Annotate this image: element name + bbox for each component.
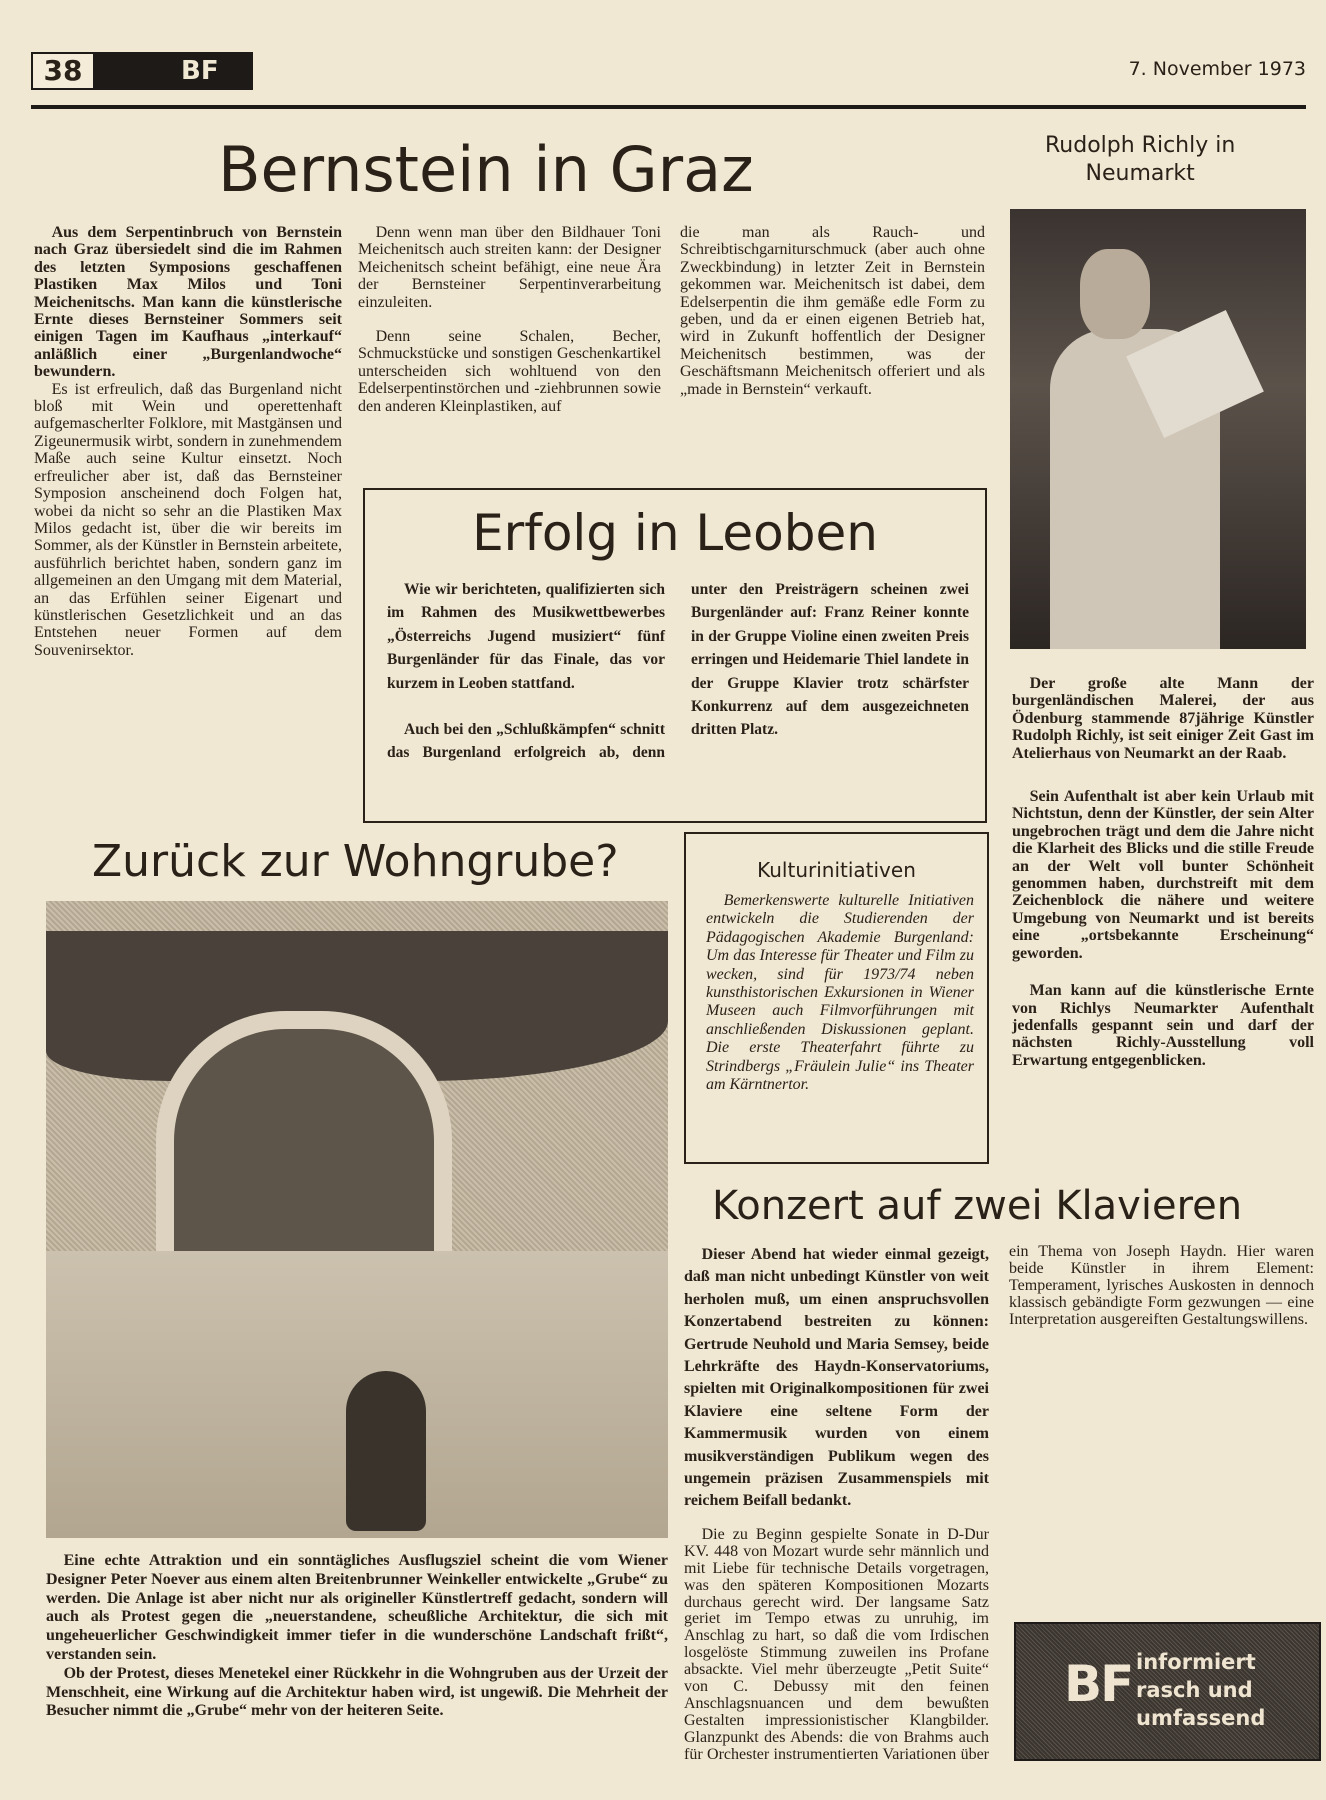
- grube-caption: [46, 1552, 668, 1721]
- body-paragraph: Wie wir berichteten, qualifizierten sich im Rahmen des Musikwettbewerbes „Österreichs Jugend musiziert“ fünf Burgenländer für das Finale, das vor kurzem in Leoben stattfand.: [387, 581, 665, 692]
- richly-text: [1012, 675, 1314, 1069]
- headline-leoben: Erfolg in Leoben: [472, 504, 878, 562]
- photo-people: [346, 1371, 426, 1531]
- lead-paragraph: Aus dem Serpentinbruch von Bernstein nach Graz übersiedelt sind die im Rahmen des letzten Symposions geschaffenen Plastiken Max Milos und Toni Meichenitschs. Man kann die künstlerische Ernte dieses Bernsteiner Sommers seit einigen Tagen im Kaufhaus „interkauf“ anläßlich einer „Burgenlandwoche“ bewundern.: [34, 224, 342, 381]
- photo-figure-head: [1080, 249, 1150, 339]
- brand-label: BF: [181, 56, 219, 86]
- bf-ad: [1014, 1622, 1321, 1761]
- headline-bernstein: Bernstein in Graz: [218, 133, 754, 206]
- kultur-box: [684, 832, 989, 1164]
- page-header: [31, 52, 253, 90]
- leoben-columns: [387, 578, 969, 765]
- body-paragraph: Man kann auf die künstlerische Ernte von Richlys Neumarkter Aufenthalt jedenfalls gespannt sein und darf der nächsten Richly-Ausstellung voll Erwartung entgegenblicken.: [1012, 982, 1314, 1069]
- body-paragraph: Bemerkenswerte kulturelle Initiativen entwickeln die Studierenden der Pädagogischen Akademie Burgenland: Um das Interesse für Theater und Film zu wecken, sind für 1973/74 neben kunsthistorischen Exkursionen in Wiener Museen auch Filmvorführungen mit anschließenden Diskussionen geplant. Die erste Theaterfahrt führte zu Strindbergs „Fräulein Julie“ ins Theater am Kärntnertor.: [706, 892, 974, 1094]
- ad-slogan: [1136, 1648, 1265, 1732]
- body-paragraph: Denn wenn man über den Bildhauer Toni Meichenitsch auch streiten kann: der Designer Meichenitsch scheint befähigt, eine neue Ära der Bernsteiner Serpentinverarbeitung einzuleiten.: [358, 224, 661, 311]
- col-3: [680, 224, 985, 398]
- page-number: 38: [31, 52, 95, 90]
- grube-photo: [46, 901, 668, 1538]
- headline-wohngrube: Zurück zur Wohngrube?: [92, 836, 619, 887]
- body-paragraph: Auch bei den „Schlußkämpfen“ schnitt das Burgenland erfolgreich ab, denn unter den Preisträgern scheinen zwei Burgenländer auf: Franz Reiner konnte in der Gruppe Violine einen zweiten Preis erringen und Heidemarie Thiel landete in der Gruppe Klavier trotz schärfster Konkurrenz auf dem ausgezeichneten dritten Platz.: [387, 581, 969, 762]
- issue-date: 7. November 1973: [1128, 58, 1306, 80]
- col-2: [358, 224, 661, 415]
- byline-line-1: Rudolph Richly in: [1045, 133, 1236, 158]
- ad-line-3: umfassend: [1136, 1706, 1266, 1730]
- body-paragraph: Ob der Protest, dieses Menetekel einer Rückkehr in die Wohngruben aus der Urzeit der Menschheit, eine Wirkung auf die Architektur haben wird, ist ungewiß. Die Mehrheit der Besucher nimmt die „Grube“ mehr von der heiteren Seite.: [46, 1664, 668, 1720]
- body-paragraph: die man als Rauch- und Schreibtischgarniturschmuck (aber auch ohne Zweckbindung) in letzter Zeit in Bernstein gekommen war. Meichenitsch ist dabei, dem Edelserpentin die ihm gemäße edle Form zu geben, und da er einen eigenen Betrieb hat, wird in Zukunft hoffentlich der Designer Meichenitsch bestimmen, was der Geschäftsmann Meichenitsch offeriert und als „made in Bernstein“ verkauft.: [680, 224, 985, 398]
- photo-caption: Der große alte Mann der burgenländischen Malerei, der aus Ödenburg stammende 87jährige Künstler Rudolph Richly, ist seit einiger Zeit Gast im Atelierhaus von Neumarkt an der Raab.: [1012, 675, 1314, 762]
- body-paragraph: Eine echte Attraktion und ein sonntägliches Ausflugsziel scheint die vom Wiener Designer Peter Noever aus einem alten Breitenbrunner Weinkeller entwickelte „Grube“ zu werden. Die Anlage ist aber nicht nur als origineller Künstlertreff gedacht, sondern will auch als Protest gegen die „neuerstandene, scheußliche Architektur, die sich mit ungeheuerlicher Geschwindigkeit immer tiefer in die wunderschöne Landschaft frißt“, verstanden sein.: [46, 1552, 668, 1663]
- richly-photo: [1010, 209, 1306, 649]
- byline: [1045, 132, 1235, 188]
- col-1: [34, 224, 342, 659]
- ad-line-1: informiert: [1136, 1650, 1256, 1674]
- headline-kultur: Kulturinitiativen: [757, 858, 916, 882]
- photo-arch: [156, 1011, 452, 1259]
- body-paragraph: Denn seine Schalen, Becher, Schmuckstücke und sonstigen Geschenkartikel unterscheiden sich wohltuend von den Edelserpentinstörchen und -ziehbrunnen sowie den anderen Kleinplastiken, auf: [358, 328, 661, 415]
- body-paragraph: Die zu Beginn gespielte Sonate in D-Dur KV. 448 von Mozart wurde sehr männlich und mit Liebe für technische Details vorgetragen, was den späteren Kompositionen Mozarts durchaus gerecht wird. Der langsame Satz geriet im Tempo etwas zu unruhig, im Anschlag zu hart, so daß die vom Irdischen losgelöste Stimmung zuweilen ins Profane absackte. Viel mehr überzeugte „Petit Suite“ von C. Debussy mit den feinen Anschlagsnuancen und dem bewußten Gestalten impressionistischer Klangbilder. Glanzpunkt des Abends: die von Brahms auch für Orchester instrumentierten Variationen über ein Thema von Joseph Haydn. Hier waren beide Künstler in ihrem Element: Temperament, lyrisches Auskosten in dennoch klassisch gebändigte Form gezwungen — eine Interpretation ausgereiften Gestaltungswillens.: [684, 1243, 1314, 1763]
- leoben-box: [363, 488, 987, 823]
- byline-line-2: Neumarkt: [1085, 161, 1195, 186]
- body-paragraph: Sein Aufenthalt ist aber kein Urlaub mit Nichtstun, denn der Künstler, der sein Alter ungebrochen trägt und dem die Jahre nicht die Klarheit des Blicks und die stille Freude an der Welt voll bunter Schönheit genommen haben, durchstreift mit dem Zeichenblock die nähere und weitere Umgebung von Neumarkt und ist bereits eine „ortsbekannte Erscheinung“ geworden.: [1012, 788, 1314, 962]
- body-paragraph: Dieser Abend hat wieder einmal gezeigt, daß man nicht unbedingt Künstler von weit herholen muß, um einen anspruchsvollen Konzertabend bestreiten zu können: Gertrude Neuhold und Maria Semsey, beide Lehrkräfte des Haydn-Konservatoriums, spielten mit Originalkompositionen für zwei Klaviere eine seltene Form der Kammermusik wurden von einem musikverständigen Publikum wegen des ungemein präzisen Zusammenspiels mit reichem Beifall bedankt.: [684, 1246, 989, 1510]
- headline-konzert: Konzert auf zwei Klavieren: [712, 1183, 1243, 1229]
- body-paragraph: Es ist erfreulich, daß das Burgenland nicht bloß mit Wein und operettenhaft aufgemascherlter Folklore, mit Mastgänsen und Zigeunermusik wirbt, sondern in zunehmendem Maße auch seine Kultur einsetzt. Noch erfreulicher aber ist, daß das Bernsteiner Symposion anscheinend doch Folgen hat, wobei da nicht so sehr an die Plastiken Max Milos gedacht ist, über die wir bereits im Sommer, als der Künstler in Bernstein arbeitete, ausführlich berichtet haben, sondern ganz im allgemeinen an den Umgang mit dem Material, an das Erfühlen seiner Eigenart und künstlerischen Gesetzlichkeit und an das Entstehen neuer Formen auf dem Souvenirsektor.: [34, 380, 342, 659]
- header-rule: [31, 105, 1306, 109]
- ad-line-2: rasch und: [1136, 1678, 1253, 1702]
- ad-logo: BF: [1064, 1655, 1133, 1713]
